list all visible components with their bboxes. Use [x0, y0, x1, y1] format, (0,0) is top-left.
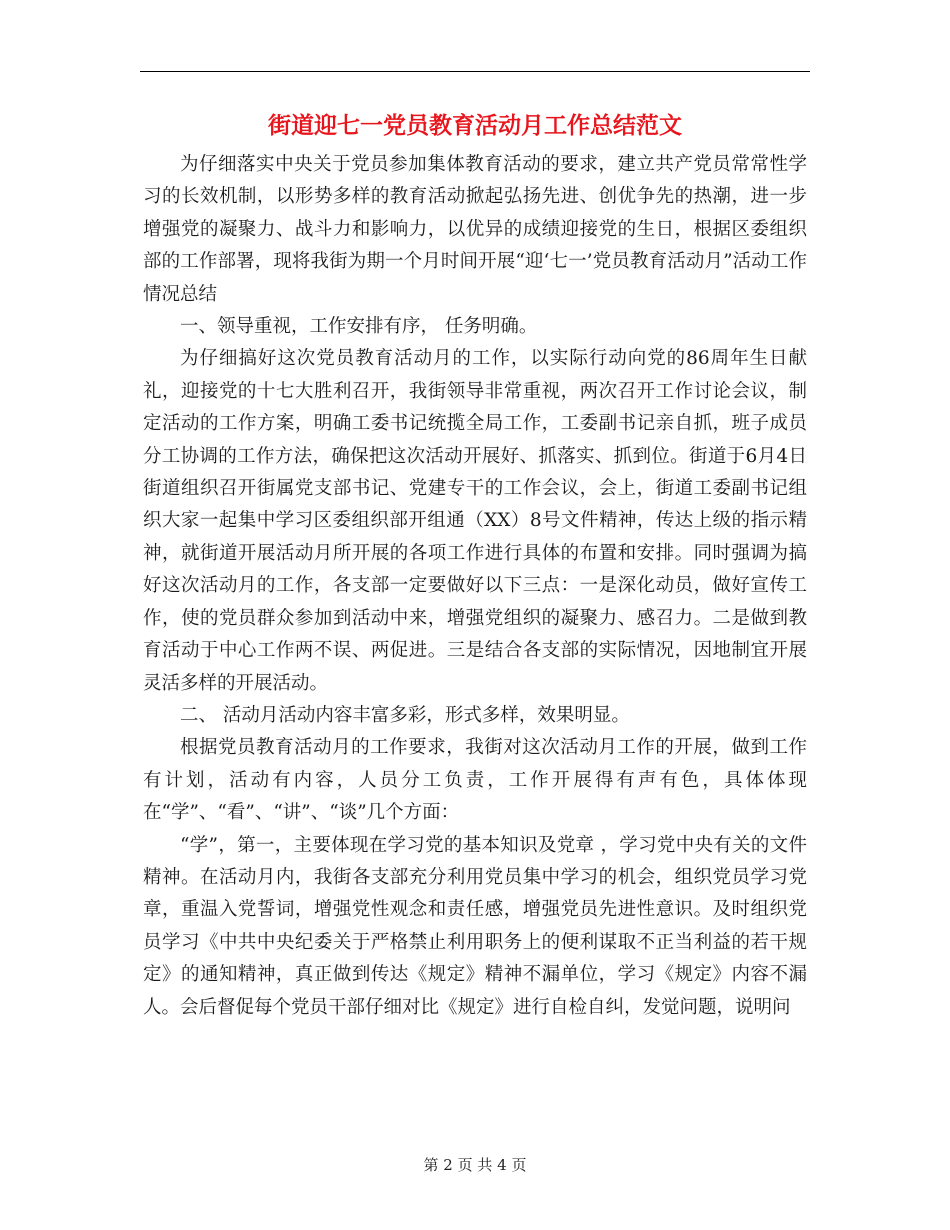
paragraph-intro: 为仔细落实中央关于党员参加集体教育活动的要求，建立共产党员常常性学习的长效机制，以形势多样的教育活动掀起弘扬先进、创优争先的热潮，进一步增强党的凝聚力、战斗力和影响力，以优异的成绩迎接党的生日，根据区委组织部的工作部署，现将我街为期一个月时间开展“迎‘七一’党员教育活动月”活动工作情况总结 [143, 154, 807, 305]
paragraph-section-one: 为仔细搞好这次党员教育活动月的工作，以实际行动向党的86周年生日献礼，迎接党的十七大胜利召开，我街领导非常重视，两次召开工作讨论会议，制定活动的工作方案，明确工委书记统揽全局工作，工委副书记亲自抓，班子成员分工协调的工作方法，确保把这次活动开展好、抓落实、抓到位。街道于6月4日街道组织召开街属党支部书记、党建专干的工作会议，会上，街道工委副书记组织大家一起集中学习区委组织部开组通（XX）8号文件精神，传达上级的指示精神，就街道开展活动月所开展的各项工作进行具体的布置和安排。同时强调为搞好这次活动月的工作，各支部一定要做好以下三点：一是深化动员，做好宣传工作，使的党员群众参加到活动中来，增强党组织的凝聚力、感召力。二是做到教育活动于中心工作两不误、两促进。三是结合各支部的实际情况，因地制宜开展灵活多样的开展活动。 [143, 348, 807, 694]
page-number-footer: 第 2 页 共 4 页 [423, 1156, 527, 1174]
header-rule [140, 71, 810, 72]
paragraph-section-two: 根据党员教育活动月的工作要求，我街对这次活动月工作的开展，做到工作有计划，活动有内容，人员分工负责，工作开展得有声有色，具体体现在“学”、“看”、“讲”、“谈”几个方面： [143, 737, 807, 824]
paragraph-study: “学”，第一，主要体现在学习党的基本知识及党章 ，学习党中央有关的文件精神。在活动月内，我街各支部充分利用党员集中学习的机会，组织党员学习党章，重温入党誓词，增强党性观念和责任感，增强党员先进性意识。及时组织党员学习《中共中央纪委关于严格禁止利用职务上的便利谋取不正当利益的若干规定》的通知精神，真正做到传达《规定》精神不漏单位，学习《规定》内容不漏人。会后督促每个党员干部仔细对比《规定》进行自检自纠，发觉问题，说明问 [143, 834, 807, 1018]
document-body [143, 149, 807, 1024]
document-title: 街道迎七一党员教育活动月工作总结范文 [268, 113, 682, 139]
section-heading-two: 二、 活动月活动内容丰富多彩，形式多样，效果明显。 [180, 704, 630, 726]
section-heading-one: 一、领导重视，工作安排有序， 任务明确。 [180, 316, 538, 338]
